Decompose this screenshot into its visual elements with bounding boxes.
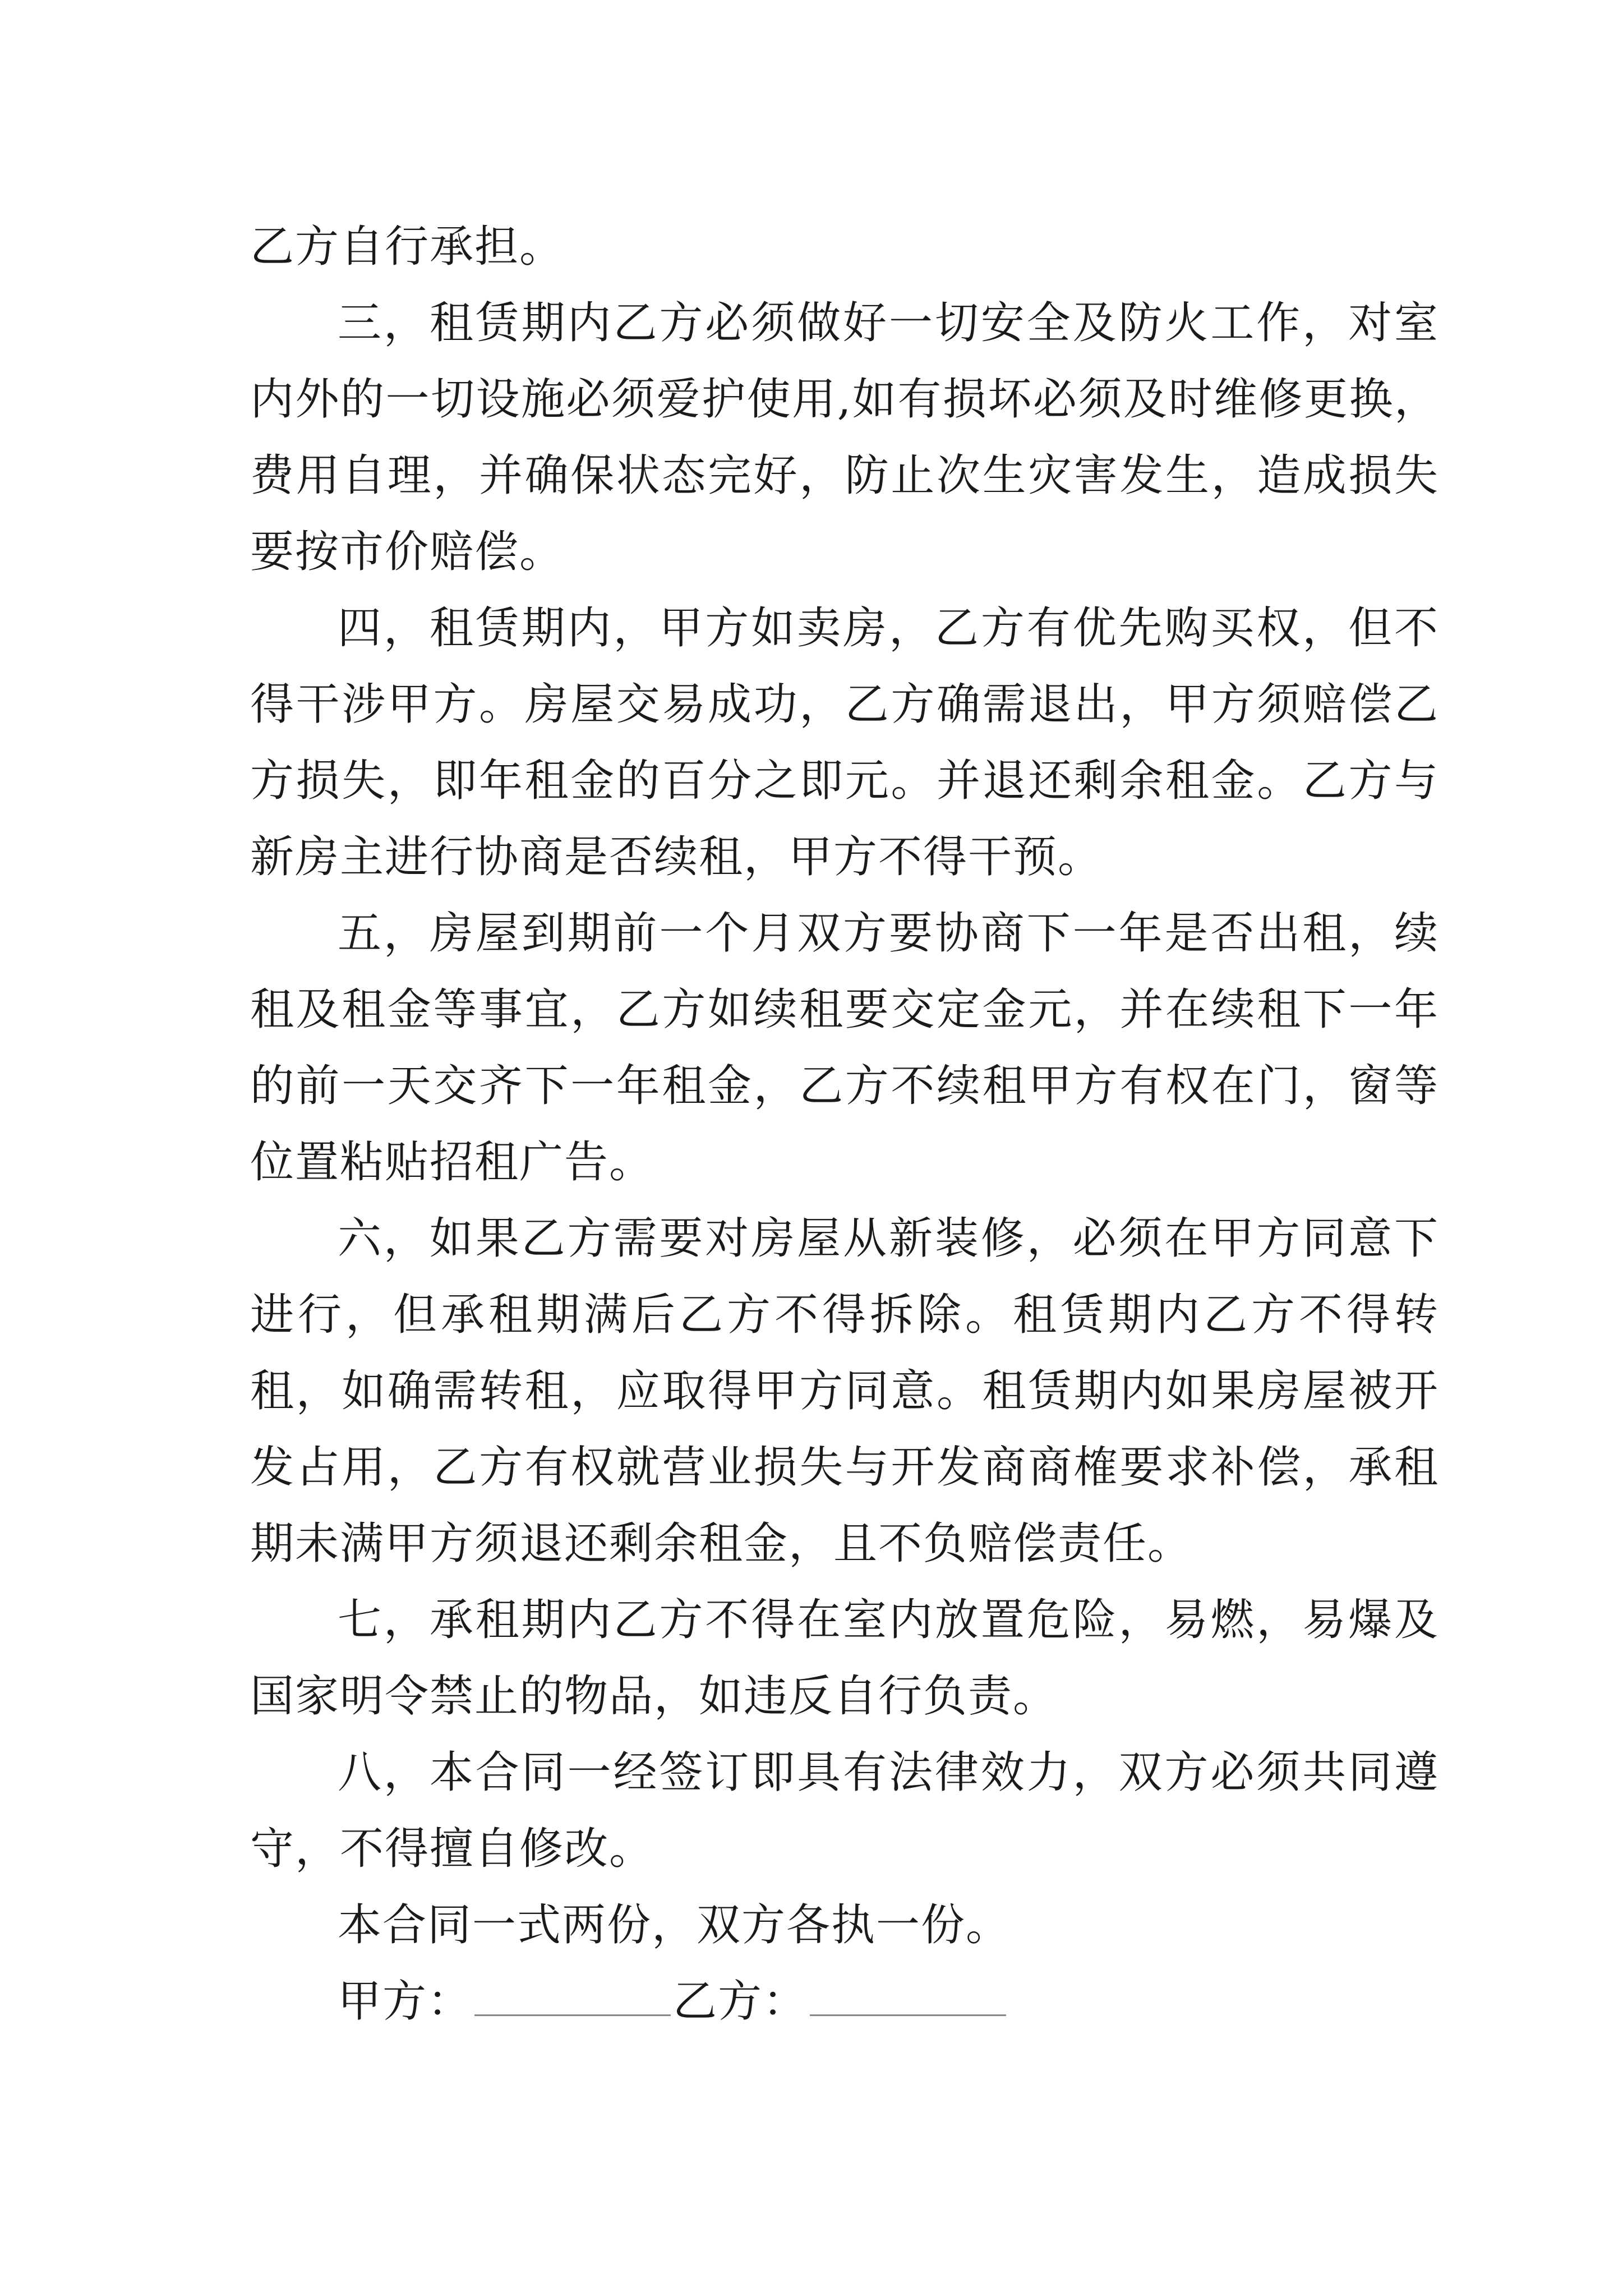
paragraph-continuation: 乙方自行承担。 [250,222,565,272]
contract-body [250,209,1439,2040]
clause-5: 五，房屋到期前一个月双方要协商下一年是否出租，续租及租金等事宜，乙方如续租要交定金元，并在续租下一年的前一天交齐下一年租金，乙方不续租甲方有权在门，窗等位置粘贴招租广告。 [250,908,1439,1188]
copies-statement: 本合同一式两份，双方各执一份。 [338,1900,1011,1950]
party-b-signature-blank [810,2014,1006,2016]
party-b-label: 乙方： [673,1976,808,2027]
party-a-label: 甲方： [338,1976,473,2027]
clause-8: 八，本合同一经签订即具有法律效力，双方必须共同遵守，不得擅自修改。 [250,1747,1439,1874]
clause-6: 六，如果乙方需要对房屋从新装修，必须在甲方同意下进行，但承租期满后乙方不得拆除。租赁期内乙方不得转租，如确需转租，应取得甲方同意。租赁期内如果房屋被开发占用，乙方有权就营业损失与开发商商榷要求补偿，承租期未满甲方须退还剩余租金，且不负赔偿责任。 [250,1213,1439,1569]
party-a-signature-blank [474,2014,671,2016]
signature-line [250,1963,1439,2040]
clause-3: 三，租赁期内乙方必须做好一切安全及防火工作，对室内外的一切设施必须爱护使用,如有损坏必须及时维修更换，费用自理，并确保状态完好，防止次生灾害发生，造成损失要按市价赔偿。 [250,298,1439,577]
clause-7: 七，承租期内乙方不得在室内放置危险，易燃，易爆及国家明令禁止的物品，如违反自行负责。 [250,1595,1439,1722]
clause-4: 四，租赁期内，甲方如卖房，乙方有优先购买权，但不得干涉甲方。房屋交易成功，乙方确需退出，甲方须赔偿乙方损失，即年租金的百分之即元。并退还剩余租金。乙方与新房主进行协商是否续租，甲方不得干预。 [250,603,1439,882]
